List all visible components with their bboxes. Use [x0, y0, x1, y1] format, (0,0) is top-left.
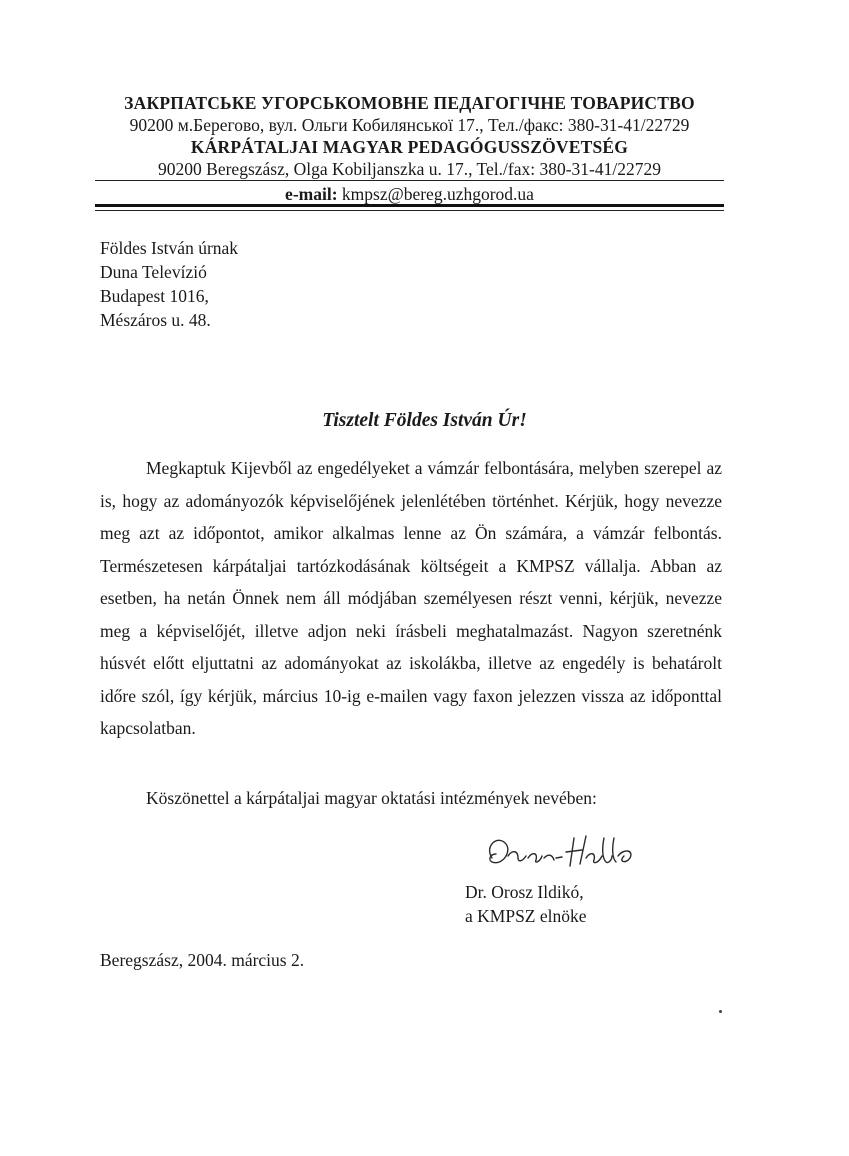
recipient-street: Mészáros u. 48. [100, 310, 211, 330]
signer-title: a KMPSZ elnöke [465, 906, 587, 926]
recipient-name: Földes István úrnak [100, 238, 239, 258]
recipient-city: Budapest 1016, [100, 286, 209, 306]
org-name-hungarian: KÁRPÁTALJAI MAGYAR PEDAGÓGUSSZÖVETSÉG [190, 137, 629, 157]
recipient-organization: Duna Televízió [100, 262, 207, 282]
address-hungarian: 90200 Beregszász, Olga Kobiljanszka u. 17., Tel./fax: 380-31-41/22729 [158, 159, 661, 179]
email-line [95, 183, 724, 205]
letterhead-divider-thick [95, 204, 724, 207]
handwritten-signature [478, 828, 658, 878]
address-ukrainian: 90200 м.Берегово, вул. Ольги Кобилянської 17., Тел./факс: 380-31-41/22729 [129, 115, 690, 135]
closing-line: Köszönettel a kárpátaljai magyar oktatási intézmények nevében: [146, 788, 597, 808]
letter-date: Beregszász, 2004. március 2. [100, 950, 305, 970]
recipient-address-block [100, 236, 238, 332]
letterhead-divider-thin [95, 180, 724, 181]
email-address[interactable]: kmpsz@bereg.uzhgorod.ua [341, 184, 534, 204]
letter-body [100, 452, 722, 745]
body-paragraph: Megkaptuk Kijevből az engedélyeket a vámzár felbontására, melyben szerepel az is, hogy az adományozók képviselőjének jelenlétében történhet. Kérjük, hogy nevezze meg azt az időpontot, amikor alkalmas lenne az Ön számára, a vámzár felbontás. Természetesen kárpátaljai tartózkodásának költségeit a KMPSZ vállalja. Abban az esetben, ha netán Önnek nem áll módjában személyesen részt venni, kérjük, nevezze meg a képviselőjét, illetve adjon neki írásbeli meghatalmazást. Nagyon szeretnénk húsvét előtt eljuttatni az adományokat az iskolákba, illetve az engedély is behatárolt időre szól, így kérjük, március 10-ig e-mailen vagy faxon jelezzen vissza az időponttal kapcsolatban. [100, 458, 722, 738]
scan-speck [719, 1010, 722, 1013]
signer-name: Dr. Orosz Ildikó, [465, 882, 584, 902]
salutation: Tisztelt Földes István Úr! [322, 410, 527, 431]
letterhead [95, 92, 724, 205]
email-label: e-mail: [285, 184, 338, 204]
org-name-ukrainian: ЗАКРПАТСЬКЕ УГОРСЬКОМОВНЕ ПЕДАГОГІЧНЕ ТОВАРИСТВО [124, 93, 695, 113]
signer-block [465, 880, 587, 928]
letterhead-divider-thin-lower [95, 210, 724, 211]
